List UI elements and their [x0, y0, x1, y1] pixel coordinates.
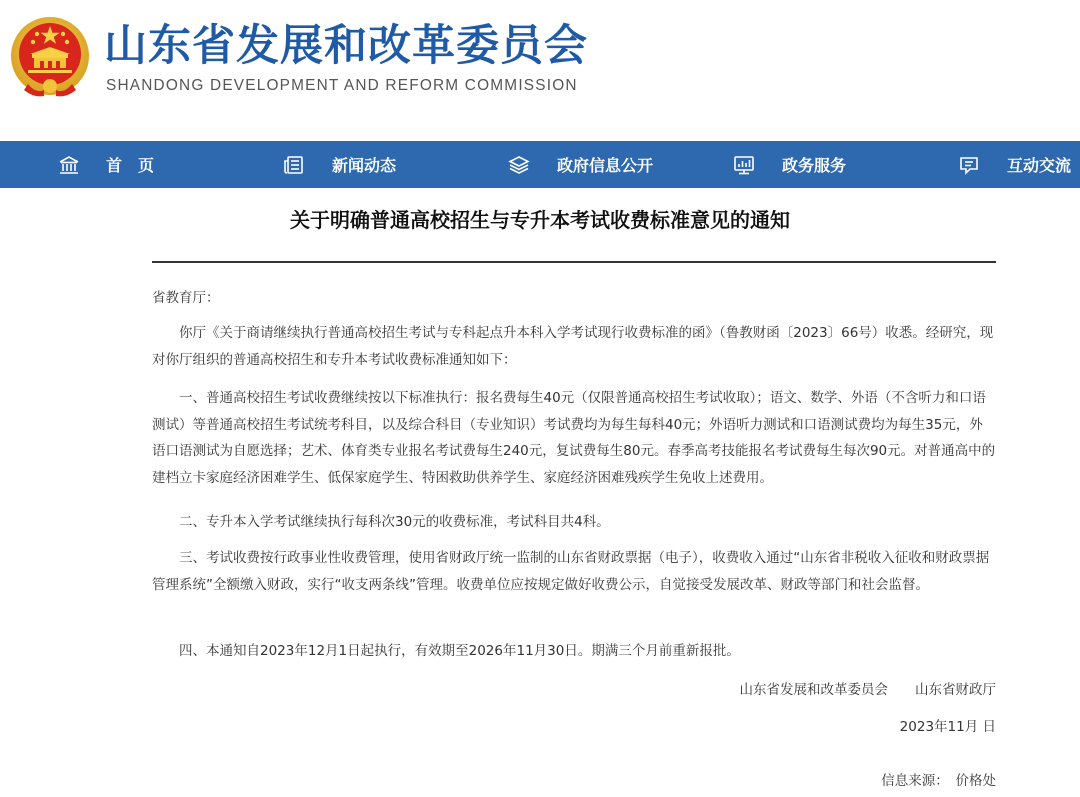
- paragraph-intro: [152, 320, 996, 373]
- nav-label-services: 政务服务: [782, 156, 847, 175]
- paragraph-text: 三、考试收费按行政事业性收费管理，使用省财政厅统一监制的山东省财政票据（电子），收费收入通过“山东省非税收入征收和财政票据管理系统”全额缴入财政，实行“收支两条线”管理。收费单位应按规定做好收费公示，自觉接受发展改革、财政等部门和社会监督。: [152, 550, 990, 593]
- nav-label-news: 新闻动态: [332, 156, 397, 175]
- nav-item-interaction[interactable]: [958, 141, 1071, 188]
- paragraph-3: [152, 545, 996, 598]
- chat-icon: [958, 154, 980, 176]
- site-header: [0, 0, 1080, 140]
- issuers: 山东省发展和改革委员会 山东省财政厅: [739, 682, 996, 698]
- info-source: 信息来源： 价格处: [881, 773, 996, 789]
- paragraph-text: 一、普通高校招生考试收费继续按以下标准执行：报名费每生40元（仅限普通高校招生考试收取）；语文、数学、外语（不含听力和口语测试）等普通高校招生考试统考科目，以及综合科目（专业知识）考试费均为每生每科40元；外语听力测试和口语测试费均为每生35元，外语口语测试为自愿选择；艺术、体育类专业报名考试费每生240元，复试费每生80元。春季高考技能报名考试费每生每次90元。对普通高中的建档立卡家庭经济困难学生、低保家庭学生、特困救助供养学生、家庭经济困难残疾学生免收上述费用。: [152, 390, 996, 486]
- org-subtitle: SHANDONG DEVELOPMENT AND REFORM COMMISSION: [106, 77, 578, 94]
- paragraph-4: [152, 638, 996, 665]
- national-emblem-icon[interactable]: [10, 14, 90, 100]
- title-divider: [152, 261, 996, 263]
- nav-label-home: 首 页: [106, 156, 155, 175]
- nav-label-interaction: 互动交流: [1007, 156, 1072, 175]
- issue-date: 2023年11月 日: [899, 719, 996, 735]
- nav-label-gov-info: 政府信息公开: [557, 156, 654, 175]
- layers-icon: [508, 154, 530, 176]
- paragraph-text: 四、本通知自2023年12月1日起执行，有效期至2026年11月30日。期满三个月前重新报批。: [179, 643, 740, 659]
- main-nav: [0, 141, 1080, 188]
- chart-screen-icon: [733, 154, 755, 176]
- paragraph-2: [152, 509, 996, 536]
- paragraph-text: 二、专升本入学考试继续执行每科次30元的收费标准，考试科目共4科。: [179, 514, 610, 530]
- article-title: 关于明确普通高校招生与专升本考试收费标准意见的通知: [290, 208, 790, 232]
- org-title[interactable]: 山东省发展和改革委员会: [104, 21, 588, 71]
- paragraph-1: [152, 385, 996, 491]
- home-icon: [58, 154, 80, 176]
- salutation: 省教育厅：: [152, 290, 220, 306]
- nav-item-gov-info[interactable]: [508, 141, 653, 188]
- nav-item-news[interactable]: [283, 141, 396, 188]
- nav-item-home[interactable]: [58, 141, 154, 188]
- news-icon: [283, 154, 305, 176]
- nav-item-services[interactable]: [733, 141, 846, 188]
- paragraph-text: 你厅《关于商请继续执行普通高校招生考试与专科起点升本科入学考试现行收费标准的函》（鲁教财函〔2023〕66号）收悉。经研究，现对你厅组织的普通高校招生和专升本考试收费标准通知如下：: [152, 325, 994, 368]
